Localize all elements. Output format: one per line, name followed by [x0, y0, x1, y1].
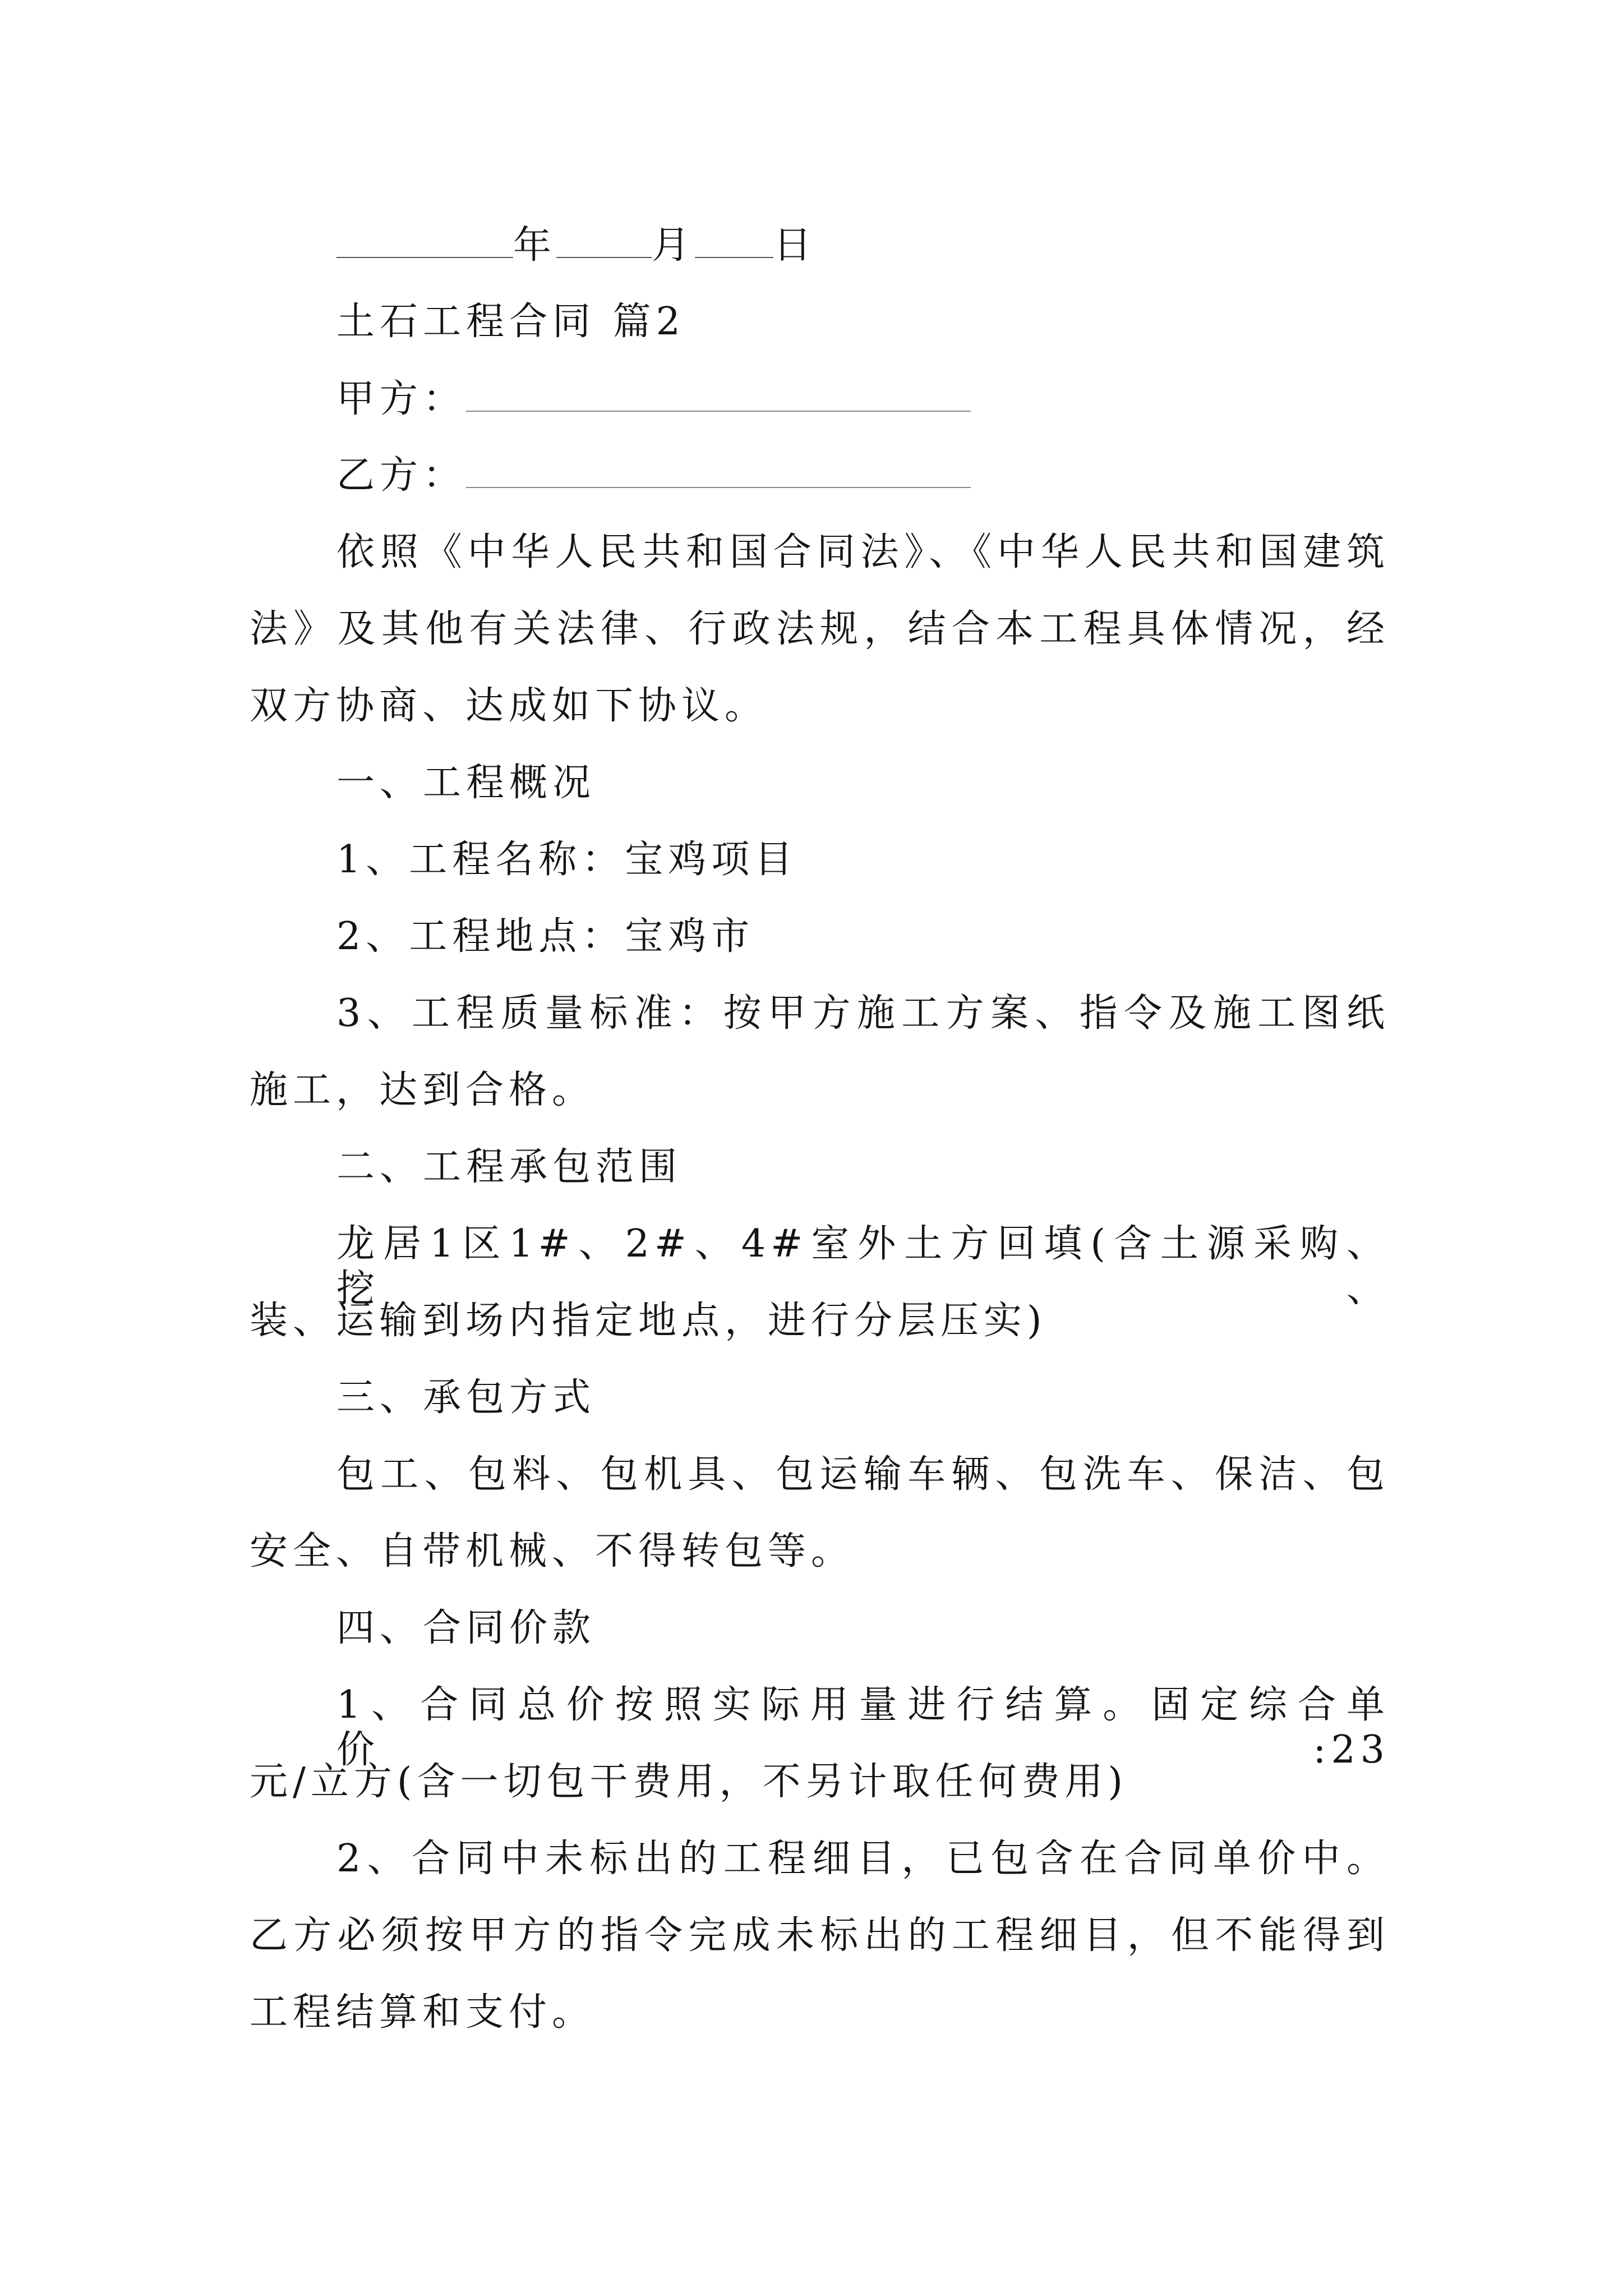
party-b-label: 乙方： — [336, 453, 467, 498]
month-blank — [556, 223, 652, 258]
section2-body-line-1: 龙居1区1#、2#、4#室外土方回填(含土源采购、挖、 — [336, 1222, 1390, 1311]
section4-item2-line-1: 2、合同中未标出的工程细目，已包含在合同单价中。 — [336, 1837, 1390, 1881]
section4-item1-line-1: 1、合同总价按照实际用量进行结算。固定综合单价:23 — [336, 1683, 1390, 1772]
section1-heading: 一、工程概况 — [336, 761, 596, 805]
contract-title: 土石工程合同 篇2 — [336, 300, 685, 344]
section4-heading: 四、合同价款 — [336, 1606, 596, 1650]
section1-item3-line-2: 施工，达到合格。 — [250, 1068, 596, 1112]
year-label: 年 — [513, 223, 557, 268]
intro-line-3: 双方协商、达成如下协议。 — [250, 684, 768, 728]
section2-body-line-2: 装、运输到场内指定地点，进行分层压实) — [250, 1299, 1047, 1343]
section4-item2-line-3: 工程结算和支付。 — [250, 1990, 596, 2035]
party-a-label: 甲方： — [336, 377, 467, 421]
section3-body-line-2: 安全、自带机械、不得转包等。 — [250, 1529, 855, 1573]
year-blank — [336, 223, 513, 258]
intro-line-1: 依照《中华人民共和国合同法》、《中华人民共和国建筑 — [336, 530, 1390, 574]
section3-body-line-1: 包工、包料、包机具、包运输车辆、包洗车、保洁、包 — [336, 1452, 1390, 1497]
party-b-blank — [466, 453, 971, 488]
day-blank — [695, 223, 773, 258]
section4-item1-line-2: 元/立方(含一切包干费用，不另计取任何费用) — [250, 1760, 1128, 1804]
date-line — [336, 223, 817, 268]
section1-item3-line-1: 3、工程质量标准：按甲方施工方案、指令及施工图纸 — [336, 991, 1390, 1036]
party-a-line — [336, 377, 971, 422]
section1-item1: 1、工程名称：宝鸡项目 — [336, 838, 798, 882]
month-label: 月 — [652, 223, 695, 268]
section1-item2: 2、工程地点：宝鸡市 — [336, 914, 755, 959]
section4-item2-line-2: 乙方必须按甲方的指令完成未标出的工程细目，但不能得到 — [250, 1913, 1390, 1958]
day-label: 日 — [773, 223, 817, 268]
intro-line-2: 法》及其他有关法律、行政法规，结合本工程具体情况，经 — [250, 607, 1390, 651]
section2-heading: 二、工程承包范围 — [336, 1145, 683, 1189]
section3-heading: 三、承包方式 — [336, 1375, 596, 1420]
party-b-line — [336, 453, 971, 498]
party-a-blank — [466, 377, 971, 412]
